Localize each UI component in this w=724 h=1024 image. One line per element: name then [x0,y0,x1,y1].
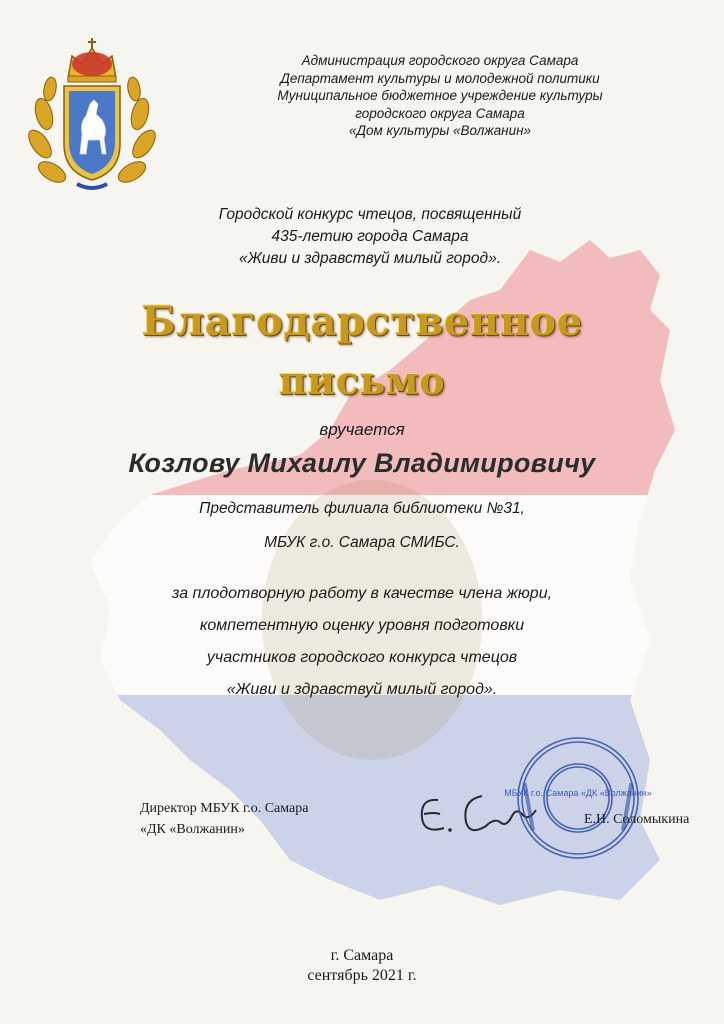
contest-line: «Живи и здравствуй милый город». [238,250,502,267]
director-line: «ДК «Волжанин» [140,822,245,837]
samara-coat-of-arms [22,34,162,194]
reason-line: за плодотворную работу в качестве члена жюри, [171,585,553,602]
letter-title-line2: письмо [278,358,446,403]
org-line: Департамент культуры и молодежной политики [280,70,600,86]
director-line: Директор МБУК г.о. Самара [140,801,309,816]
contest-description [120,204,620,270]
org-line: Администрация городского округа Самара [301,53,579,68]
award-reason [80,578,644,706]
official-stamp [504,734,652,862]
signer-name: Е.Н. Соломыкина [584,812,690,827]
recipient-position [100,492,624,560]
awarded-label: вручается [319,420,405,439]
date: сентябрь 2021 г. [307,967,417,984]
organization-header [230,52,650,140]
position-line: Представитель филиала библиотеки №31, [199,500,525,517]
reason-line: «Живи и здравствуй милый город». [226,681,498,698]
reason-line: участников городского конкурса чтецов [206,649,518,666]
org-line: Муниципальное бюджетное учреждение культуры [277,88,603,103]
city: г. Самара [330,947,394,964]
contest-line: 435-летию города Самара [271,228,469,245]
stamp-text: МБУК г.о. Самара «ДК «Волжанин» [504,788,652,798]
org-line: городского округа Самара [355,105,525,121]
letter-title-line1: Благодарственное [141,298,583,345]
reason-line: компетентную оценку уровня подготовки [199,617,525,634]
place-and-date [0,946,724,986]
position-line: МБУК г.о. Самара СМИБС. [264,534,460,551]
contest-line: Городской конкурс чтецов, посвященный [218,206,522,223]
org-line: «Дом культуры «Волжанин» [348,123,532,138]
recipient-name: Козлову Михаилу Владимировичу [128,448,596,478]
director-title [140,798,380,840]
